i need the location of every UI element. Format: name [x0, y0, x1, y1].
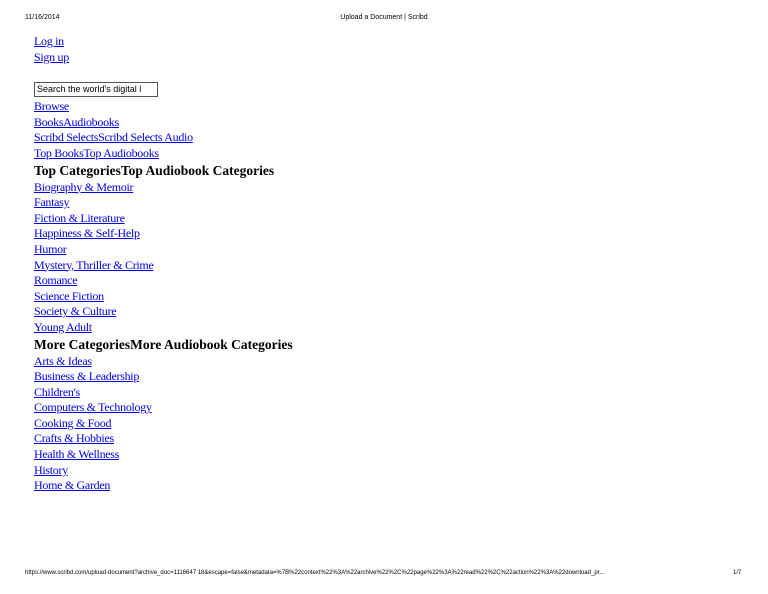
more-categories-list [34, 354, 734, 494]
books-audiobooks-link[interactable]: BooksAudiobooks [34, 114, 119, 129]
category-link[interactable]: Business & Leadership [34, 369, 140, 384]
page-content [34, 34, 734, 494]
browse-link[interactable]: Browse [34, 99, 69, 114]
top-books-link[interactable]: Top BooksTop Audiobooks [34, 145, 159, 160]
category-link[interactable]: Society & Culture [34, 304, 117, 319]
signup-link[interactable]: Sign up [34, 49, 69, 64]
top-categories-list [34, 180, 734, 336]
search-input[interactable]: Search the world's digital l [34, 82, 158, 97]
category-link[interactable]: Romance [34, 273, 78, 288]
print-url: https://www.scribd.com/upload-document?archive_doc=1116647 18&escape=false&metadata=%7B%22context%22%3A%22archive%22%2C%22page%22%3A%22read%22%2C%22action%22%3A%22download_pr... [25, 570, 605, 576]
category-link[interactable]: Happiness & Self-Help [34, 226, 140, 241]
print-date: 11/16/2014 [25, 14, 60, 21]
category-link[interactable]: Computers & Technology [34, 400, 152, 415]
category-link[interactable]: Fiction & Literature [34, 210, 125, 225]
category-link[interactable]: Children's [34, 384, 80, 399]
category-link[interactable]: History [34, 462, 68, 477]
print-footer [25, 570, 745, 576]
category-link[interactable]: Arts & Ideas [34, 353, 92, 368]
category-link[interactable]: Humor [34, 241, 67, 256]
top-categories-heading: Top CategoriesTop Audiobook Categories [34, 162, 275, 178]
print-page-number: 1/7 [733, 570, 742, 576]
category-link[interactable]: Home & Garden [34, 478, 111, 493]
category-link[interactable]: Health & Wellness [34, 447, 120, 462]
more-categories-heading: More CategoriesMore Audiobook Categories [34, 336, 293, 352]
category-link[interactable]: Biography & Memoir [34, 179, 134, 194]
category-link[interactable]: Young Adult [34, 319, 92, 334]
print-page-title: Upload a Document | Scribd [340, 14, 428, 21]
category-link[interactable]: Crafts & Hobbies [34, 431, 114, 446]
category-link[interactable]: Cooking & Food [34, 415, 112, 430]
login-link[interactable]: Log in [34, 34, 64, 48]
scribd-selects-link[interactable]: Scribd SelectsScribd Selects Audio [34, 130, 193, 145]
category-link[interactable]: Mystery, Thriller & Crime [34, 257, 154, 272]
category-link[interactable]: Fantasy [34, 195, 70, 210]
category-link[interactable]: Science Fiction [34, 288, 104, 303]
